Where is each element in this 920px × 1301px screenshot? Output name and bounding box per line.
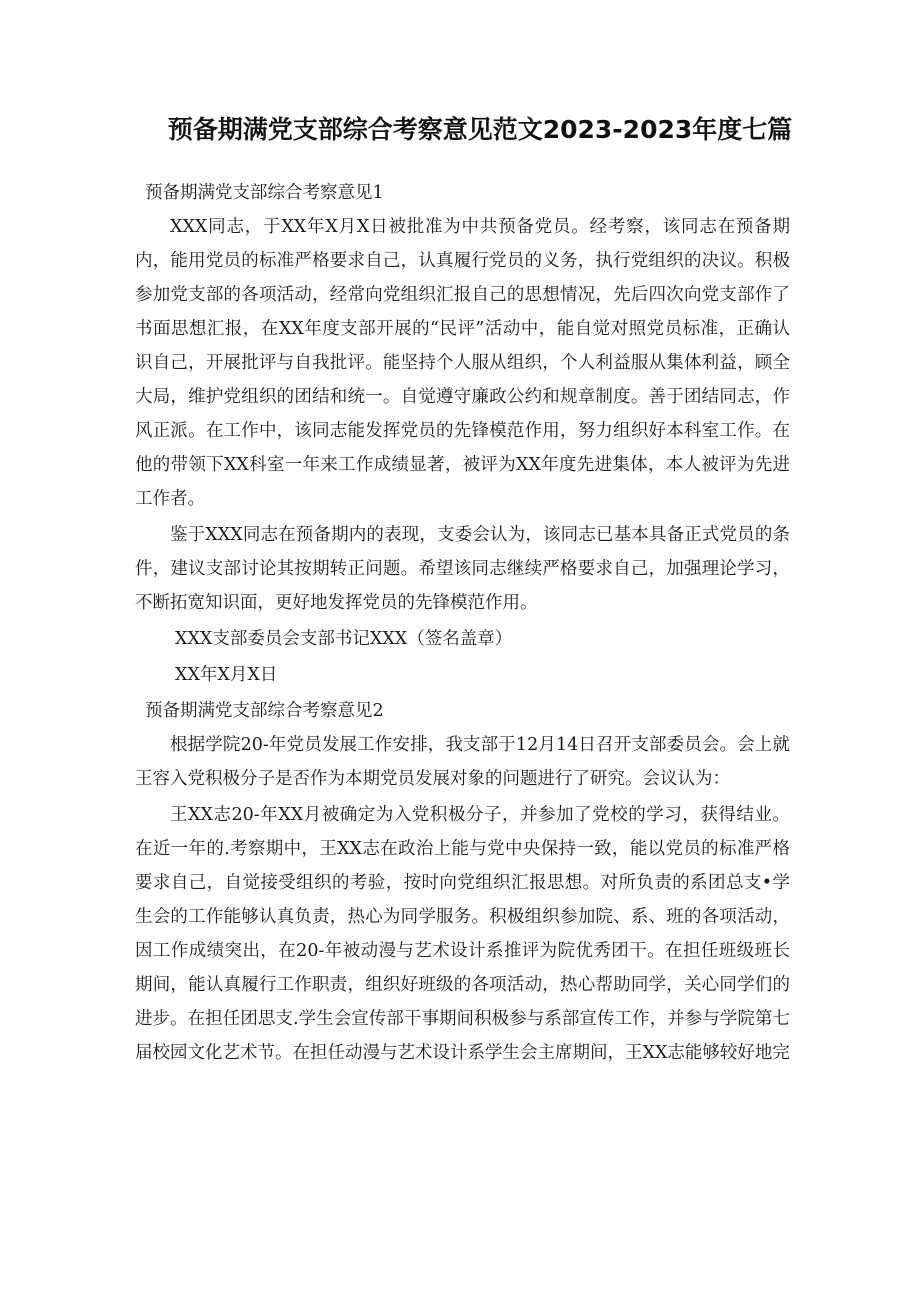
body-paragraph: 鉴于XXX同志在预备期内的表现，支委会认为，该同志已基本具备正式党员的条件，建议支部讨论其按期转正问题。希望该同志继续严格要求自己，加强理论学习，不断拓宽知识面，更好地发挥党员的先锋模范作用。 xyxy=(135,525,790,613)
section-heading: 预备期满党支部综合考察意见1 xyxy=(145,183,384,203)
body-paragraph: XXX同志，于XX年X月X日被批准为中共预备党员。经考察，该同志在预备期内，能用党员的标准严格要求自己，认真履行党员的义务，执行党组织的决议。积极参加党支部的各项活动，经常向党组织汇报自己的思想情况，先后四次向党支部作了书面思想汇报，在XX年度支部开展的“民评”活动中，能自觉对照党员标准，正确认识自己，开展批评与自我批评。能坚持个人服从组织，个人利益服从集体利益，顾全大局，维护党组织的团结和统一。自觉遵守廉政公约和规章制度。善于团结同志，作风正派。在工作中，该同志能发挥党员的先锋模范作用，努力组织好本科室工作。在他的带领下XX科室一年来工作成绩显著，被评为XX年度先进集体，本人被评为先进工作者。 xyxy=(135,217,790,509)
body-paragraph: 王XX志20-年XX月被确定为入党积极分子，并参加了党校的学习，获得结业。在近一年的.考察期中，王XX志在政治上能与党中央保持一致，能以党员的标准严格要求自己，自觉接受组织的考验，按时向党组织汇报思想。对所负责的系团总支•学生会的工作能够认真负责，热心为同学服务。积极组织参加院、系、班的各项活动，因工作成绩突出，在20-年被动漫与艺术设计系推评为院优秀团干。在担任班级班长期间，能认真履行工作职责，组织好班级的各项活动，热心帮助同学，关心同学们的进步。在担任团思支.学生会宣传部干事期间积极参与系部宣传工作，并参与学院第七届校园文化艺术节。在担任动漫与艺术设计系学生会主席期间，王XX志能够较好地完 xyxy=(135,805,790,1063)
date-line: XX年X月X日 xyxy=(175,665,278,685)
body-paragraph: 根据学院20-年党员发展工作安排，我支部于12月14日召开支部委员会。会上就王容入党积极分子是否作为本期党员发展对象的问题进行了研究。会议认为： xyxy=(135,735,790,789)
document-body xyxy=(135,176,790,1070)
section-heading: 预备期满党支部综合考察意见2 xyxy=(145,701,384,721)
signature-line: XXX支部委员会支部书记XXX（签名盖章） xyxy=(175,629,513,649)
document-title: 预备期满党支部综合考察意见范文2023-2023年度七篇 xyxy=(167,115,793,144)
